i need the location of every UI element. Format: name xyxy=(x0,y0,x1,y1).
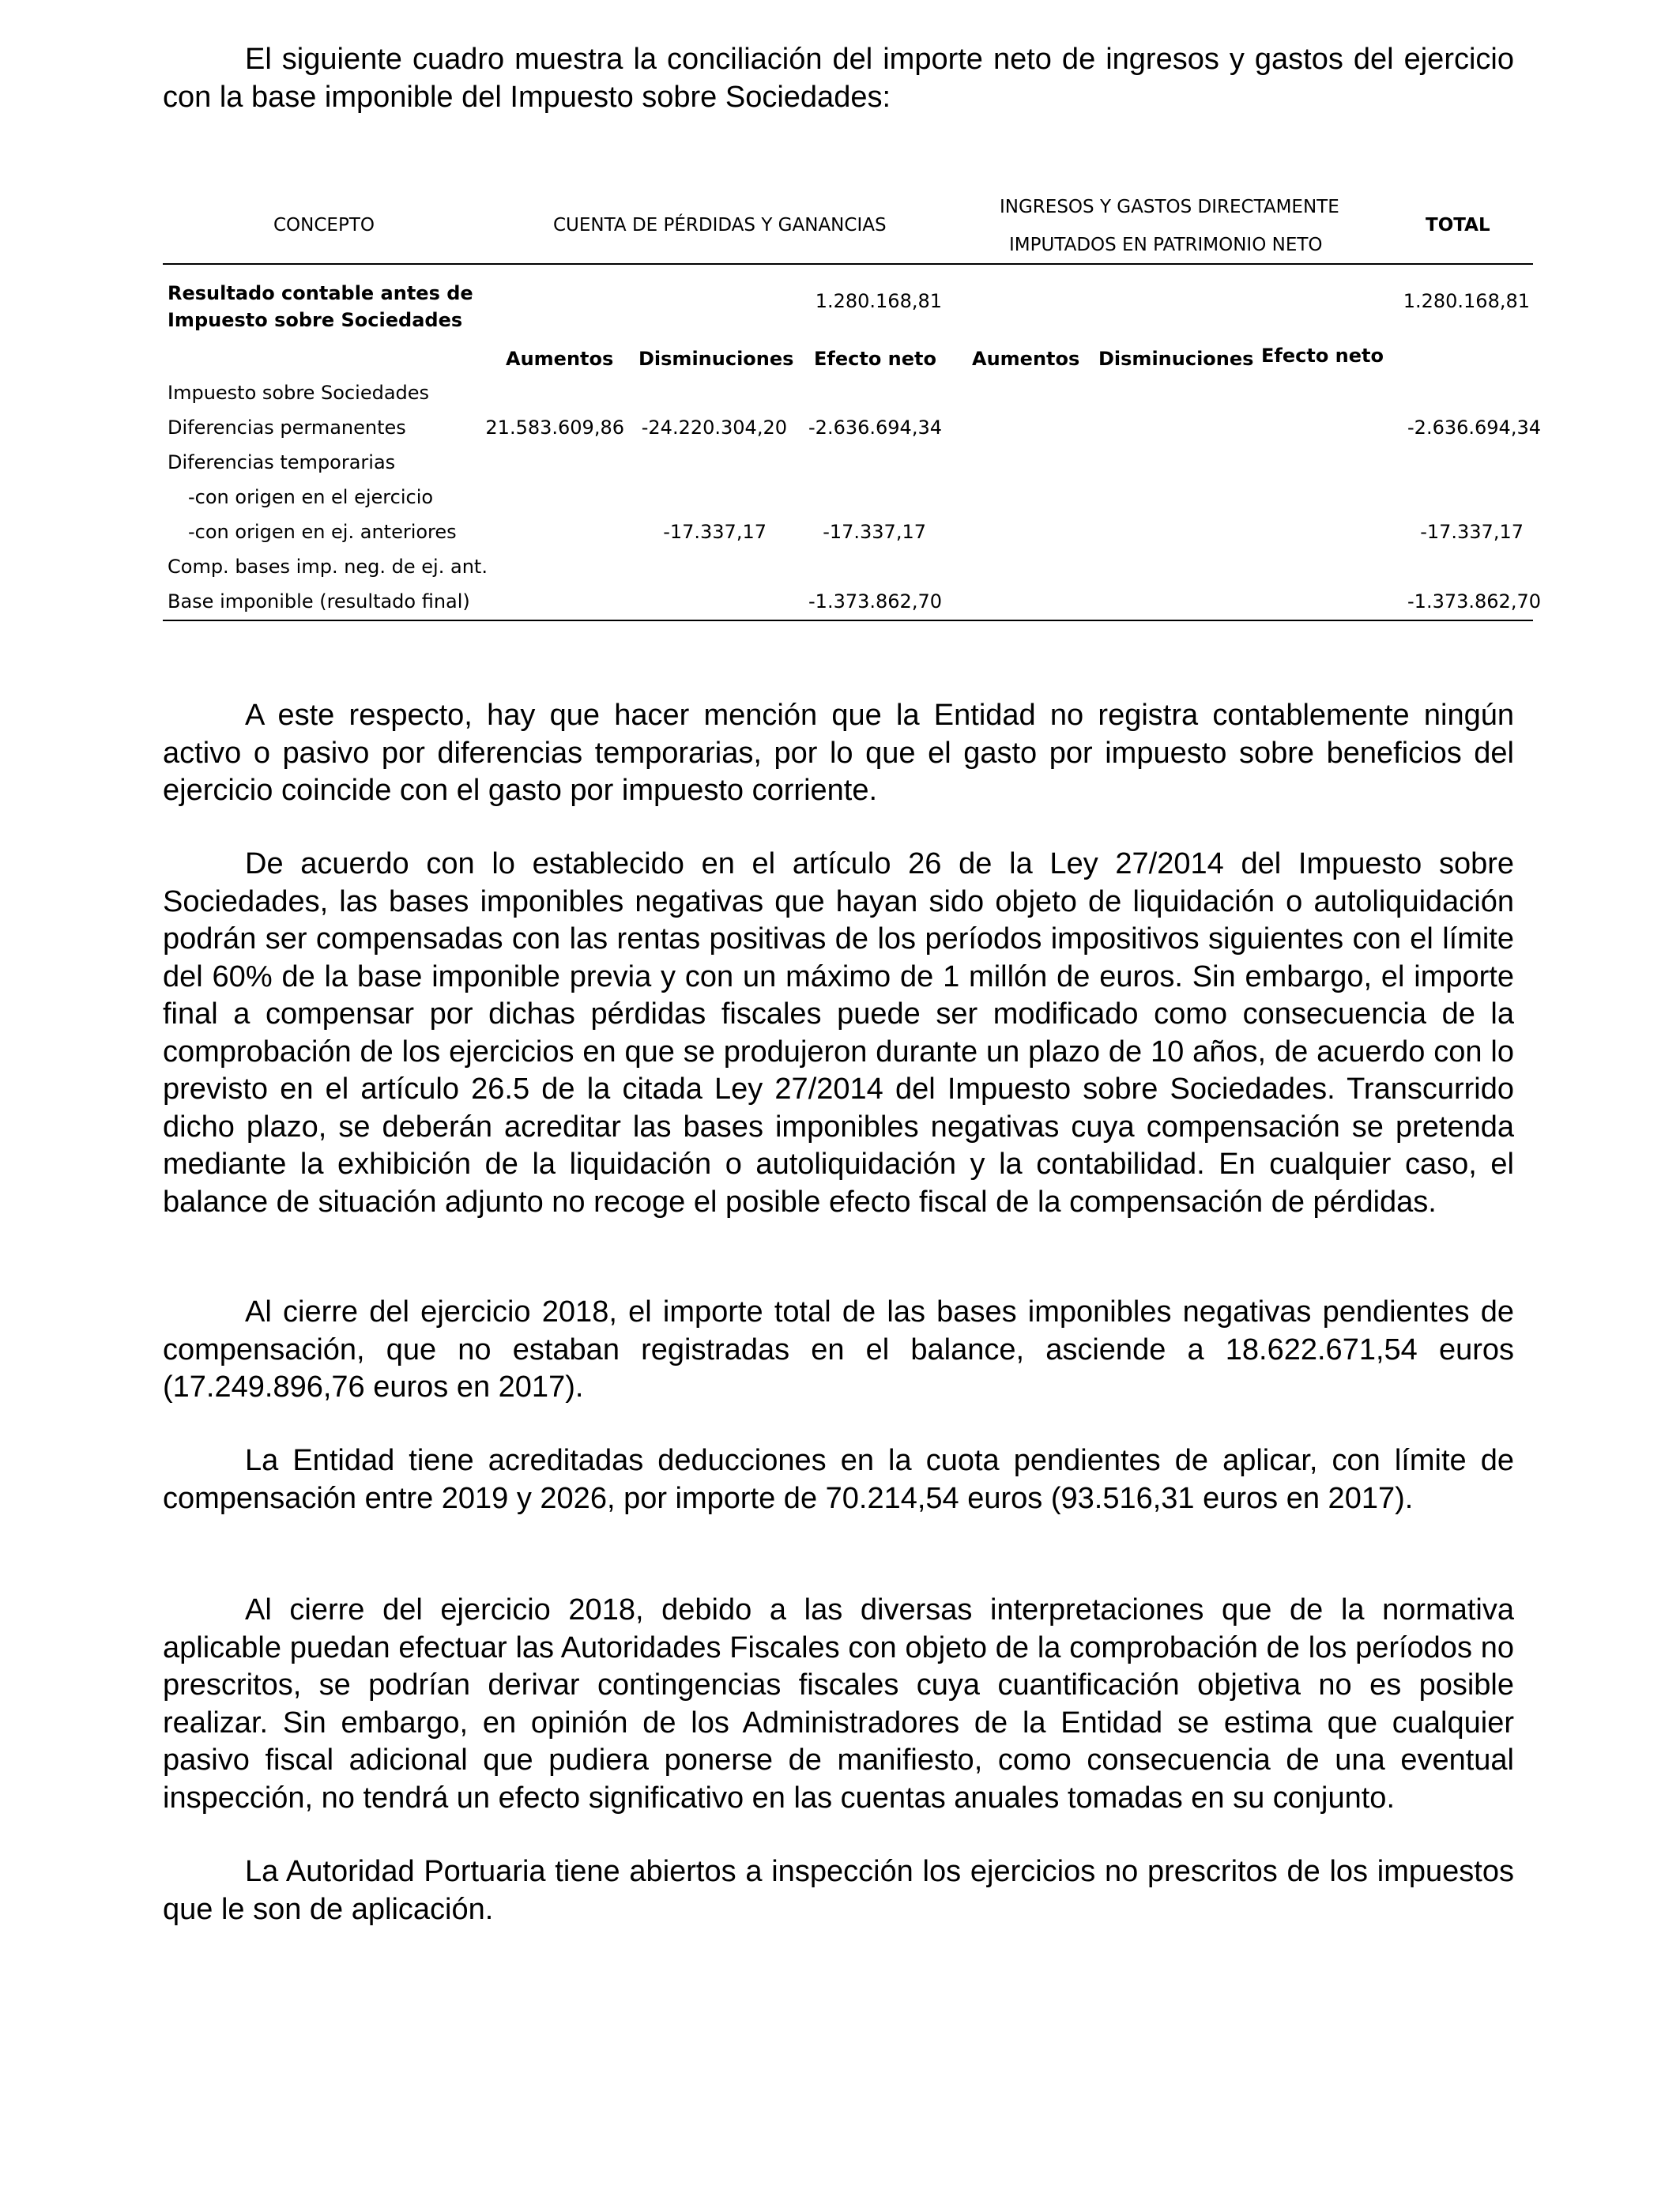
row-disminuciones: -17.337,17 xyxy=(663,521,767,543)
row-total: -1.373.862,70 xyxy=(1407,590,1541,613)
resultado-pyg-value: 1.280.168,81 xyxy=(815,290,942,312)
row-efecto: -17.337,17 xyxy=(823,521,926,543)
paragraph-inspeccion xyxy=(163,1853,1514,1928)
header-rule xyxy=(163,263,1533,265)
col-header-concepto: CONCEPTO xyxy=(273,215,375,236)
row-label: -con origen en ej. anteriores xyxy=(188,521,457,543)
subheader-efecto-neto: Efecto neto xyxy=(814,348,936,370)
paragraph-bases-imponibles xyxy=(163,846,1514,1221)
subheader-aumentos: Aumentos xyxy=(506,348,614,370)
subheader-disminuciones-2: Disminuciones xyxy=(1098,348,1254,370)
paragraph-text: La Entidad tiene acreditadas deducciones en la cuota pendientes de aplicar, con límite de compensación entre 2019 y 2026, por importe de 70.214,54 euros (93.516,31 euros en 2017). xyxy=(163,1444,1514,1515)
row-aumentos: 21.583.609,86 xyxy=(485,417,624,439)
paragraph-text: De acuerdo con lo establecido en el artículo 26 de la Ley 27/2014 del Impuesto sobre Sociedades, las bases imponibles negativas que hayan sido objeto de liquidación o autoliquidación podrán ser compensadas con las rentas positivas de los períodos impositivos siguientes con el límite del 60% de la base imponible previa y con un máximo de 1 millón de euros. Sin embargo, el importe final a compensar por dichas pérdidas fiscales puede ser modificado como consecuencia de la comprobación de los ejercicios en que se produjeron durante un plazo de 10 años, de acuerdo con lo previsto en el artículo 26.5 de la citada Ley 27/2014 del Impuesto sobre Sociedades. Transcurrido dicho plazo, se deberán acreditar las bases imponibles negativas cuya compensación se pretenda mediante la exhibición de la liquidación o autoliquidación y la contabilidad. En cualquier caso, el balance de situación adjunto no recoge el posible efecto fiscal de la compensación de pérdidas. xyxy=(163,847,1514,1219)
paragraph-diferencias xyxy=(163,697,1514,810)
row-efecto: -1.373.862,70 xyxy=(808,590,942,613)
intro-paragraph xyxy=(163,41,1514,116)
subheader-efecto-neto-2: Efecto neto xyxy=(1261,345,1384,367)
footer-rule xyxy=(163,620,1533,621)
col-header-patrimonio-line1: INGRESOS Y GASTOS DIRECTAMENTE xyxy=(1000,197,1339,217)
paragraph-text: A este respecto, hay que hacer mención que la Entidad no registra contablemente ningún activo o pasivo por diferencias temporarias, por lo que el gasto por impuesto sobre beneficios del ejercicio coincide con el gasto por impuesto corriente. xyxy=(163,699,1514,807)
paragraph-text: La Autoridad Portuaria tiene abiertos a inspección los ejercicios no prescritos de los impuestos que le son de aplicación. xyxy=(163,1855,1514,1926)
intro-text: El siguiente cuadro muestra la conciliación del importe neto de ingresos y gastos del ejercicio con la base imponible del Impuesto sobre Sociedades: xyxy=(163,43,1514,114)
resultado-total-value: 1.280.168,81 xyxy=(1403,290,1530,312)
resultado-label-line1: Resultado contable antes de xyxy=(168,282,473,304)
paragraph-text: Al cierre del ejercicio 2018, debido a las diversas interpretaciones que de la normativa aplicable puedan efectuar las Autoridades Fiscales con objeto de la comprobación de los períodos no prescritos, se podrían derivar contingencias fiscales cuya cuantificación objetiva no es posible realizar. Sin embargo, en opinión de los Administradores de la Entidad se estima que cualquier pasivo fiscal adicional que pudiera ponerse de manifiesto, como consecuencia de una eventual inspección, no tendrá un efecto significativo en las cuentas anuales tomadas en su conjunto. xyxy=(163,1593,1514,1815)
col-header-total: TOTAL xyxy=(1426,215,1490,236)
col-header-pyg: CUENTA DE PÉRDIDAS Y GANANCIAS xyxy=(553,215,887,236)
paragraph-deducciones xyxy=(163,1442,1514,1517)
row-efecto: -2.636.694,34 xyxy=(808,417,942,439)
row-label: Comp. bases imp. neg. de ej. ant. xyxy=(168,556,488,578)
row-label: Impuesto sobre Sociedades xyxy=(168,382,430,404)
reconciliation-table xyxy=(163,190,1541,624)
paragraph-text: Al cierre del ejercicio 2018, el importe total de las bases imponibles negativas pendientes de compensación, que no estaban registradas en el balance, asciende a 18.622.671,54 euros (17.249.896,76 euros en 2017). xyxy=(163,1295,1514,1404)
col-header-patrimonio-line2: IMPUTADOS EN PATRIMONIO NETO xyxy=(1009,235,1323,255)
row-label: Diferencias permanentes xyxy=(168,417,406,439)
row-label: Diferencias temporarias xyxy=(168,451,396,473)
subheader-disminuciones: Disminuciones xyxy=(638,348,794,370)
row-label: Base imponible (resultado final) xyxy=(168,590,470,613)
row-total: -2.636.694,34 xyxy=(1407,417,1541,439)
resultado-label-line2: Impuesto sobre Sociedades xyxy=(168,309,463,331)
row-label: -con origen en el ejercicio xyxy=(188,486,434,508)
row-total: -17.337,17 xyxy=(1420,521,1524,543)
subheader-aumentos-2: Aumentos xyxy=(972,348,1080,370)
paragraph-cierre-2018 xyxy=(163,1294,1514,1407)
paragraph-contingencias xyxy=(163,1592,1514,1817)
row-disminuciones: -24.220.304,20 xyxy=(641,417,787,439)
